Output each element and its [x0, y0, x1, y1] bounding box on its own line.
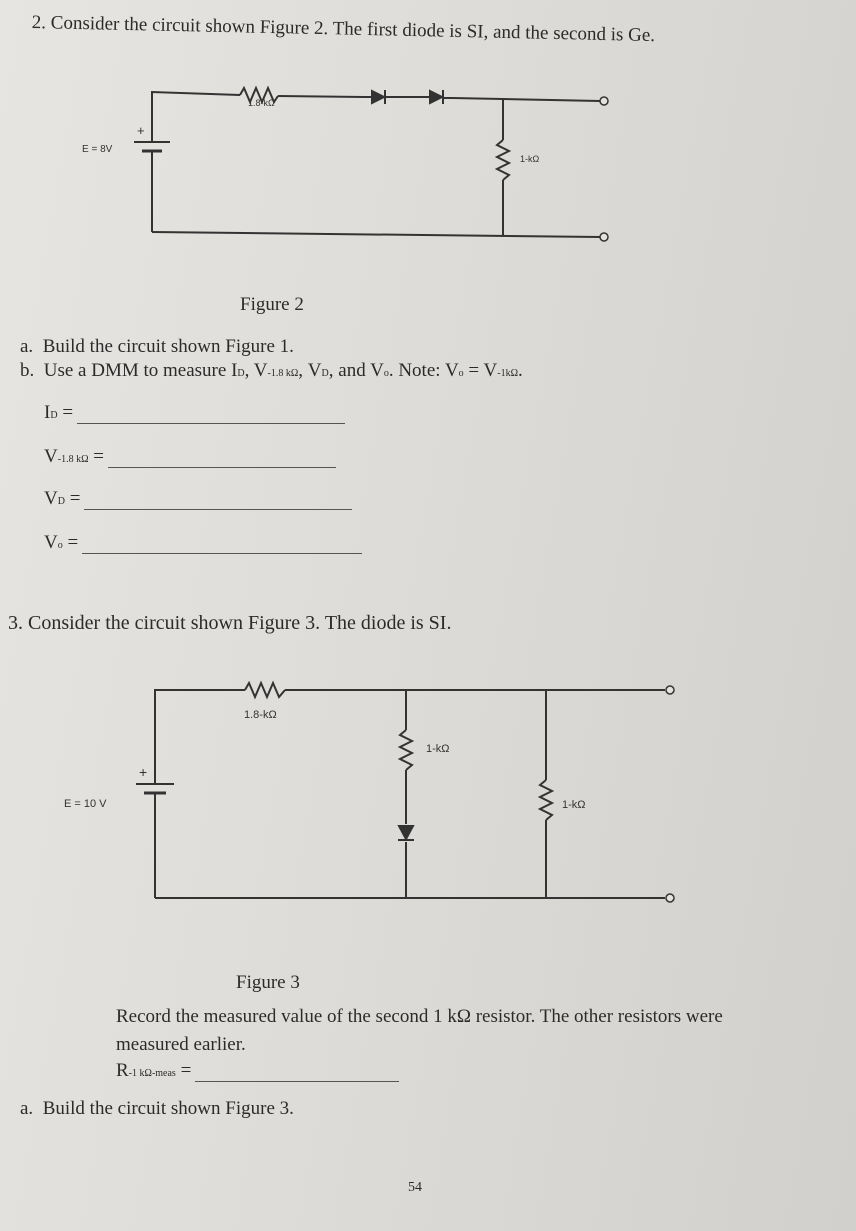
record-line-1: Record the measured value of the second 1 kΩ resistor. The other resistors were [116, 1006, 723, 1027]
q2-item-b [20, 360, 523, 382]
question-2-heading: 2. Consider the circuit shown Figure 2. The first diode is SI, and the second is Ge. [31, 12, 656, 47]
blank-id-label: I [44, 402, 51, 423]
figure-3-output-terminal-bottom [666, 894, 674, 902]
figure-3-r1-label: 1.8-kΩ [244, 709, 277, 721]
q3-item-a [20, 1098, 294, 1120]
q3-item-a-letter: a. [20, 1098, 34, 1119]
figure-2-diode-ge [420, 90, 452, 104]
blank-vo-sub: o [57, 540, 63, 551]
q2-item-b-sub-5: o [458, 368, 464, 379]
blank-vd-sub: D [57, 496, 65, 507]
figure-2-r2-label: 1-kΩ [520, 154, 540, 164]
figure-3-diode-si [398, 826, 414, 840]
figure-3-r2-label: 1-kΩ [426, 743, 450, 755]
figure-3-plus-sign: + [139, 764, 148, 780]
figure-2-output-terminal-bottom [600, 233, 608, 241]
blank-v-1-8k-label: V [44, 446, 58, 467]
figure-3-resistor-1 [245, 683, 285, 697]
q2-item-a-text: Build the circuit shown Figure 1. [42, 336, 294, 357]
figure-3-resistor-2 [400, 730, 412, 770]
blank-v-1-8k-line[interactable] [108, 466, 336, 468]
blank-r-meas[interactable] [116, 1060, 399, 1082]
blank-vo-line[interactable] [82, 552, 362, 554]
blank-vo[interactable] [44, 532, 362, 554]
figure-3-r3-label: 1-kΩ [562, 799, 586, 811]
q2-item-b-sub-1: D [237, 368, 245, 379]
q2-item-b-sub-3: D [321, 368, 329, 379]
blank-vo-label: V [44, 532, 58, 553]
record-line-2: measured earlier. [116, 1034, 246, 1055]
q3-item-a-text: Build the circuit shown Figure 3. [42, 1098, 294, 1119]
blank-id-eq: = [57, 402, 74, 423]
blank-r-meas-label: R [116, 1060, 129, 1081]
blank-id-sub: D [50, 410, 58, 421]
q2-item-b-letter: b. [20, 360, 35, 381]
figure-2-resistor-2 [497, 140, 509, 180]
q2-item-b-sub-6: -1kΩ [497, 368, 519, 379]
blank-v-1-8k[interactable] [44, 446, 336, 468]
blank-vd-eq: = [64, 488, 81, 509]
blank-r-meas-eq: = [175, 1060, 192, 1081]
question-3-heading: 3. Consider the circuit shown Figure 3. The diode is SI. [8, 612, 452, 634]
figure-2-caption: Figure 2 [240, 294, 304, 315]
blank-vd-label: V [44, 488, 58, 509]
blank-r-meas-line[interactable] [195, 1080, 399, 1082]
figure-2-source-label: E = 8V [82, 144, 113, 155]
figure-2-output-terminal-top [600, 97, 608, 105]
figure-2-plus-sign: + [137, 123, 145, 138]
q2-item-a-letter: a. [20, 336, 34, 357]
figure-3-circuit [0, 660, 856, 920]
figure-3-output-terminal-top [666, 686, 674, 694]
q2-item-b-text-2: , V [244, 360, 268, 381]
blank-r-meas-sub: -1 kΩ-meas [128, 1068, 176, 1079]
figure-3-resistor-3 [540, 780, 552, 820]
figure-2-circuit [0, 0, 856, 300]
figure-2-diode-si [364, 90, 420, 104]
blank-id[interactable] [44, 402, 345, 424]
q2-item-b-sub-2: -1.8 kΩ [267, 368, 299, 379]
figure-3-source-label: E = 10 V [64, 798, 107, 810]
blank-vo-eq: = [62, 532, 79, 553]
blank-v-1-8k-eq: = [88, 446, 104, 467]
blank-vd-line[interactable] [84, 508, 352, 510]
figure-3-caption: Figure 3 [236, 972, 300, 993]
q2-item-b-text-5: . Note: V [388, 360, 459, 381]
blank-vd[interactable] [44, 488, 352, 510]
q2-item-b-text: Use a DMM to measure I [43, 360, 238, 381]
figure-2-r1-label: 1.8-kΩ [248, 98, 275, 108]
page-number: 54 [408, 1180, 422, 1195]
blank-id-line[interactable] [77, 422, 345, 424]
q2-item-b-text-3: , V [298, 360, 322, 381]
q2-item-b-sub-4: o [383, 368, 389, 379]
q2-item-b-text-7: . [518, 360, 523, 381]
q2-item-b-text-6: = V [463, 360, 498, 381]
q2-item-a [20, 336, 294, 358]
q2-item-b-text-4: , and V [328, 360, 384, 381]
blank-v-1-8k-sub: -1.8 kΩ [57, 454, 89, 465]
